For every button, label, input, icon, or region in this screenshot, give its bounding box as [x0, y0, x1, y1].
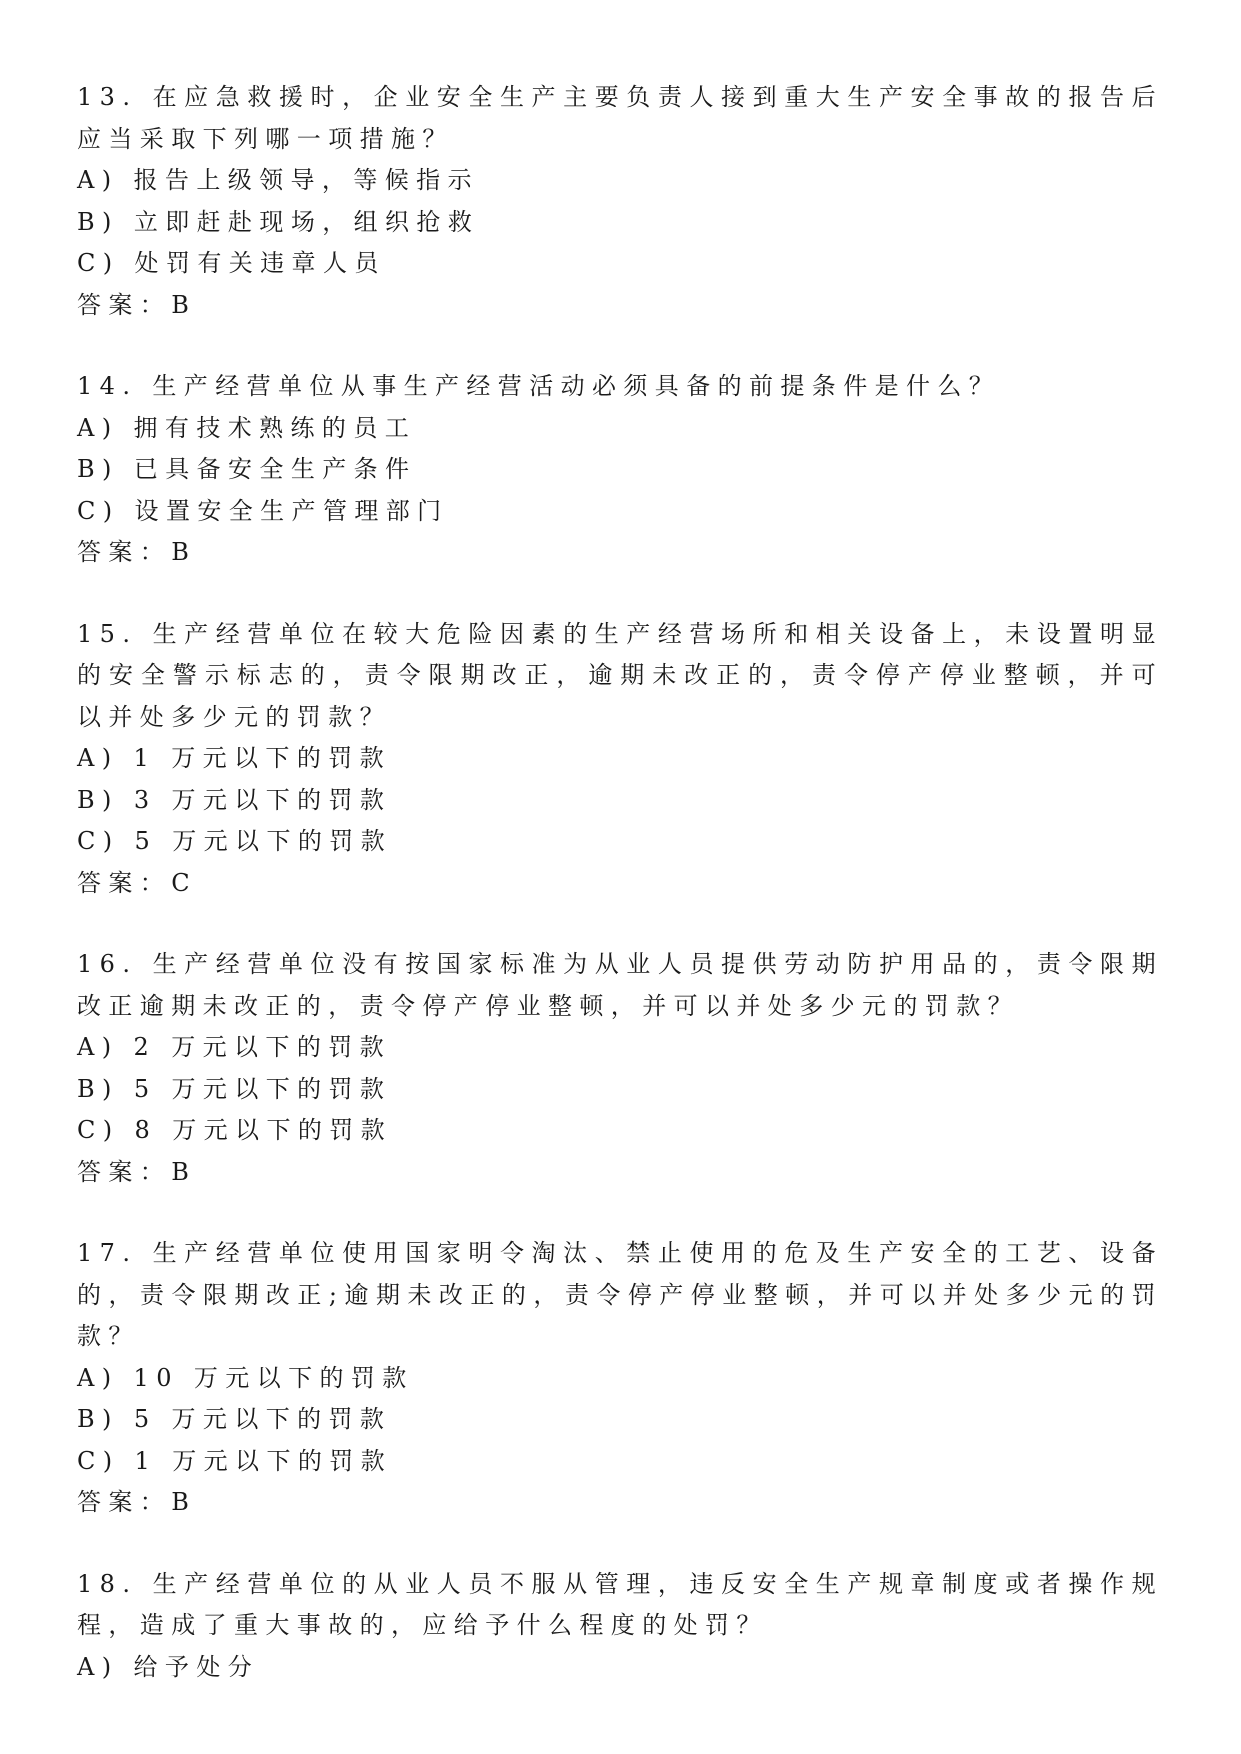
answer-line: 答案：B: [77, 290, 197, 319]
option-c: C) 设置安全生产管理部门: [77, 496, 449, 525]
option-b: B) 立即赶赴现场，组织抢救: [77, 207, 480, 236]
question-17: [77, 1233, 1163, 1524]
option-c: C) 5 万元以下的罚款: [77, 827, 393, 855]
answer-line: 答案：B: [77, 1488, 197, 1516]
question-stem: 13. 在应急救援时，企业安全生产主要负责人接到重大生产安全事故的报告后应当采取下列哪一项措施？: [77, 83, 1163, 153]
option-a: A) 2 万元以下的罚款: [77, 1033, 392, 1061]
option-a: A) 报告上级领导，等候指示: [77, 166, 479, 194]
question-stem: 16. 生产经营单位没有按国家标准为从业人员提供劳动防护用品的，责令限期改正逾期未改正的，责令停产停业整顿，并可以并处多少元的罚款？: [77, 950, 1163, 1020]
option-c: C) 1 万元以下的罚款: [77, 1446, 393, 1475]
question-18: [77, 1564, 1163, 1689]
option-a: A) 给予处分: [77, 1652, 260, 1681]
question-stem: 14. 生产经营单位从事生产经营活动必须具备的前提条件是什么？: [77, 372, 1001, 400]
question-13: [77, 77, 1163, 326]
question-stem: 15. 生产经营单位在较大危险因素的生产经营场所和相关设备上，未设置明显的安全警示标志的，责令限期改正，逾期未改正的，责令停产停业整顿，并可以并处多少元的罚款？: [77, 619, 1163, 731]
option-a: A) 10 万元以下的罚款: [77, 1363, 414, 1392]
option-b: B) 5 万元以下的罚款: [77, 1074, 392, 1103]
option-a: A) 1 万元以下的罚款: [77, 744, 392, 772]
option-b: B) 5 万元以下的罚款: [77, 1405, 392, 1433]
option-c: C) 8 万元以下的罚款: [77, 1116, 393, 1144]
answer-line: 答案：B: [77, 538, 197, 566]
question-stem: 18. 生产经营单位的从业人员不服从管理，违反安全生产规章制度或者操作规程，造成了重大事故的，应给予什么程度的处罚？: [77, 1569, 1163, 1639]
option-b: B) 已具备安全生产条件: [77, 455, 417, 483]
answer-line: 答案：B: [77, 1157, 197, 1186]
question-15: [77, 614, 1163, 905]
option-c: C) 处罚有关违章人员: [77, 249, 386, 277]
option-b: B) 3 万元以下的罚款: [77, 785, 392, 814]
answer-line: 答案：C: [77, 868, 197, 897]
question-14: [77, 366, 1163, 574]
option-a: A) 拥有技术熟练的员工: [77, 413, 417, 442]
question-stem: 17. 生产经营单位使用国家明令淘汰、禁止使用的危及生产安全的工艺、设备的，责令限期改正;逾期未改正的，责令停产停业整顿，并可以并处多少元的罚款？: [77, 1239, 1163, 1350]
question-16: [77, 944, 1163, 1193]
